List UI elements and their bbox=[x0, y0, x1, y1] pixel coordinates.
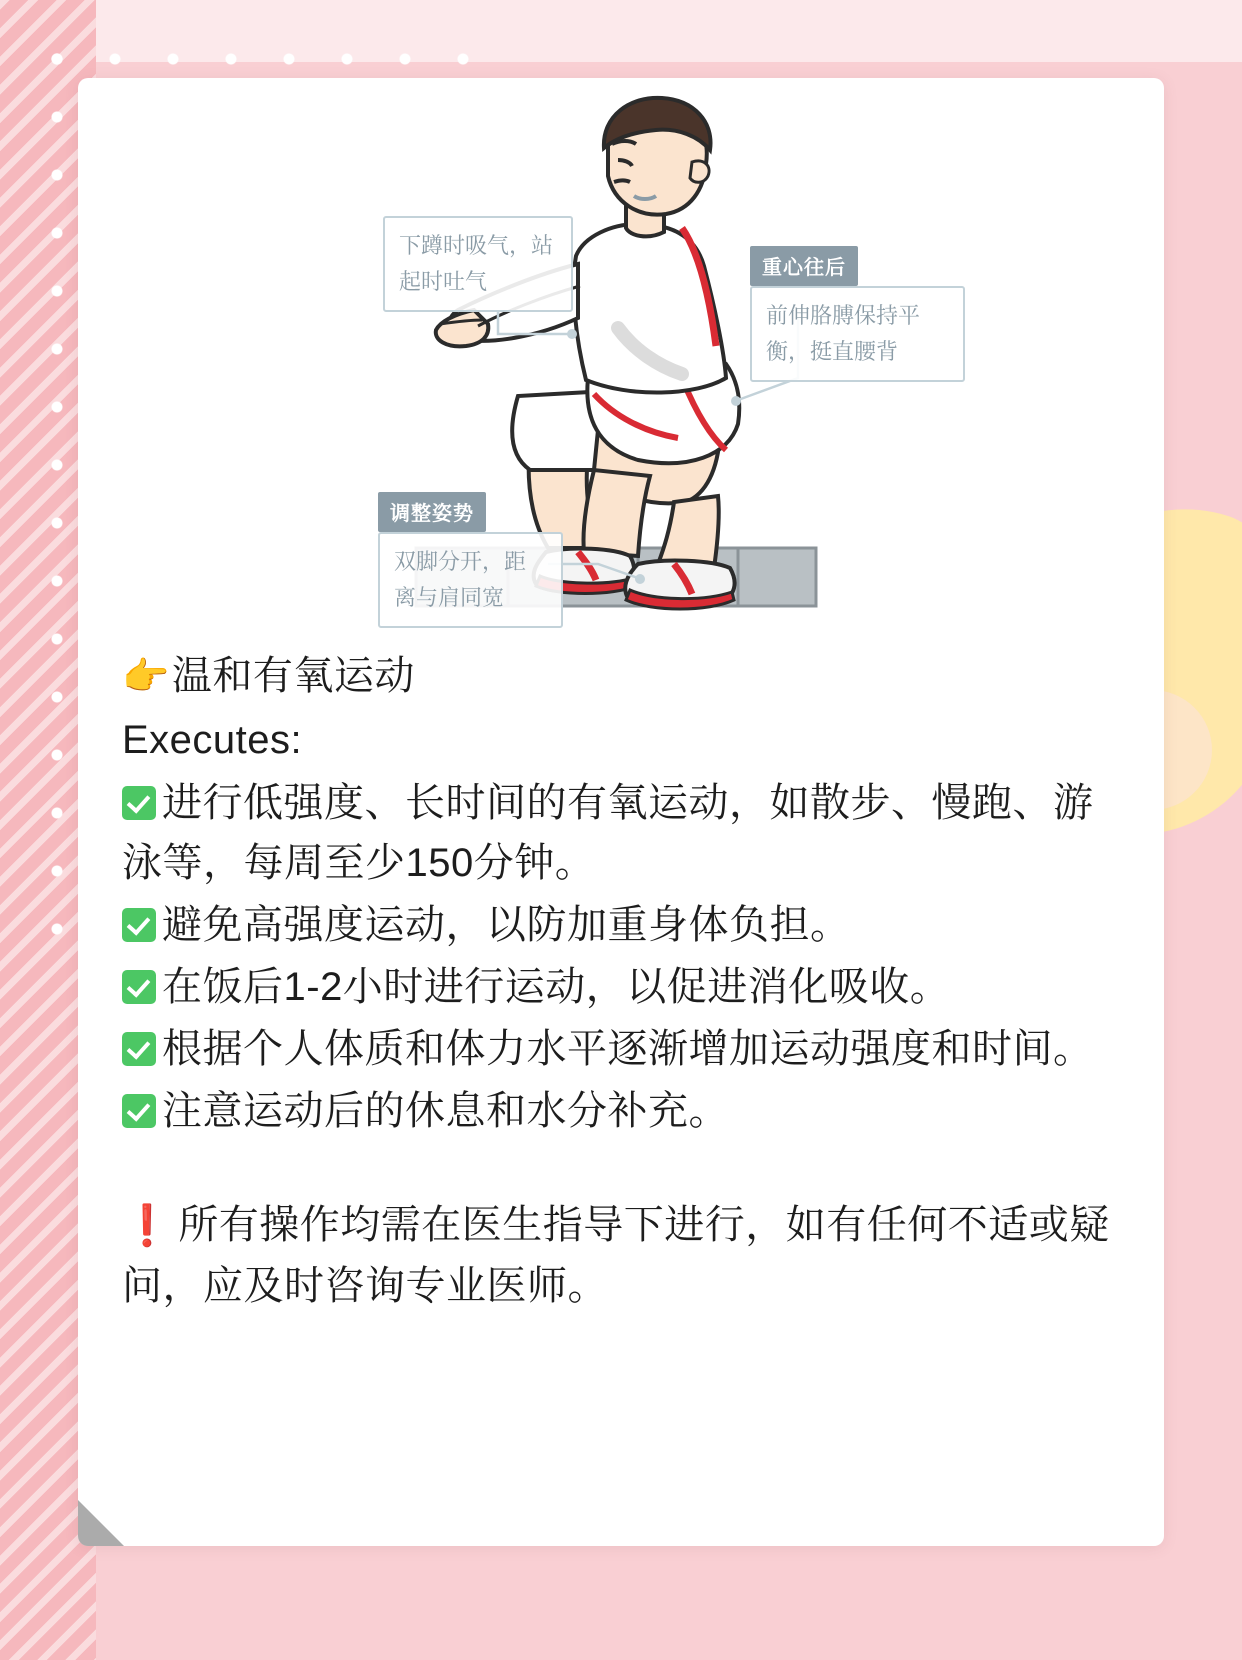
list-item bbox=[122, 773, 1120, 893]
article-body bbox=[78, 638, 1164, 1316]
squat-figure-svg bbox=[78, 78, 1164, 638]
list-item bbox=[122, 957, 1120, 1017]
check-icon bbox=[122, 1032, 156, 1066]
check-icon bbox=[122, 970, 156, 1004]
callout-breathing-text: 下蹲时吸气，站起时吐气 bbox=[383, 216, 573, 312]
spacer bbox=[122, 1143, 1120, 1195]
check-icon bbox=[122, 786, 156, 820]
check-icon bbox=[122, 1094, 156, 1128]
page-fold-corner bbox=[78, 1500, 124, 1546]
list-item-text: 注意运动后的休息和水分补充。 bbox=[162, 1089, 729, 1133]
section-heading bbox=[122, 646, 1120, 707]
list-item-text: 根据个人体质和体力水平逐渐增加运动强度和时间。 bbox=[162, 1027, 1094, 1071]
warning-note bbox=[122, 1195, 1120, 1316]
callout-weight-back-text: 前伸胳膊保持平衡，挺直腰背 bbox=[750, 286, 965, 382]
callout-stance-title: 调整姿势 bbox=[378, 492, 486, 532]
list-item-text: 避免高强度运动，以防加重身体负担。 bbox=[162, 903, 851, 947]
exclamation-icon: ❗ bbox=[122, 1204, 173, 1248]
list-item-text: 进行低强度、长时间的有氧运动，如散步、慢跑、游泳等，每周至少150分钟。 bbox=[122, 781, 1094, 885]
pointing-right-icon: 👉 bbox=[122, 656, 170, 698]
list-item bbox=[122, 1019, 1120, 1079]
list-item bbox=[122, 895, 1120, 955]
list-item bbox=[122, 1081, 1120, 1141]
section-heading-text: 温和有氧运动 bbox=[171, 654, 415, 698]
callout-breathing bbox=[383, 216, 573, 312]
callout-weight-back bbox=[750, 246, 965, 382]
warning-note-text: 所有操作均需在医生指导下进行，如有任何不适或疑问，应及时咨询专业医师。 bbox=[122, 1203, 1110, 1308]
squat-exercise-illustration bbox=[78, 78, 1164, 638]
content-card bbox=[78, 78, 1164, 1546]
callout-stance-text: 双脚分开，距离与肩同宽 bbox=[378, 532, 563, 628]
subheading: Executes: bbox=[122, 718, 303, 762]
callout-weight-back-title: 重心往后 bbox=[750, 246, 858, 286]
list-item-text: 在饭后1-2小时进行运动，以促进消化吸收。 bbox=[162, 965, 951, 1009]
callout-stance bbox=[378, 492, 563, 628]
check-icon bbox=[122, 908, 156, 942]
